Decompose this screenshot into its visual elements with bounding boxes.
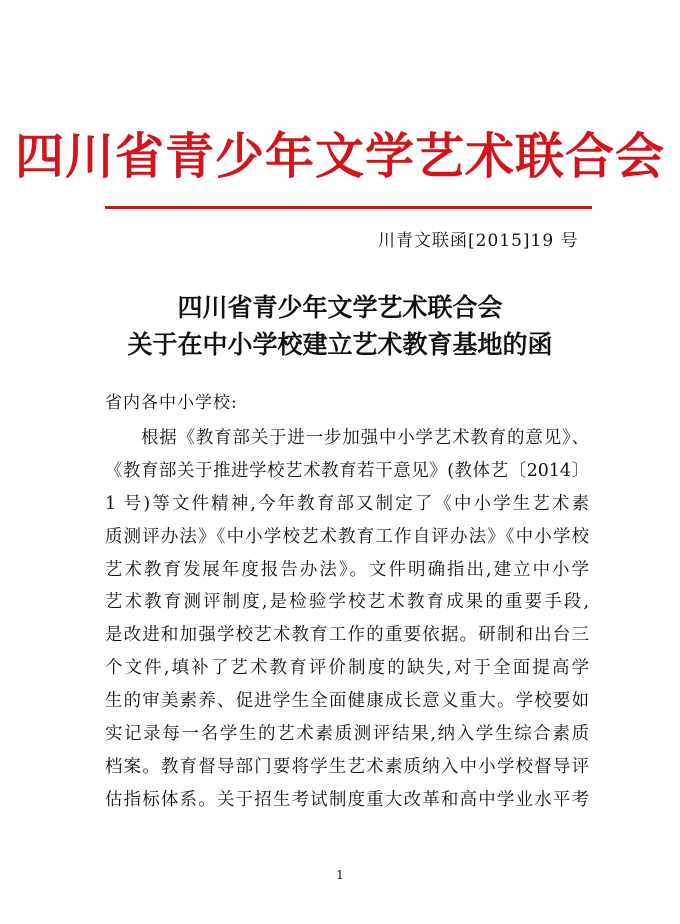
body-line: 档案。教育督导部门要将学生艺术素质纳入中小学校督导评	[105, 756, 589, 777]
letter-title-line-2: 关于在中小学校建立艺术教育基地的函	[127, 330, 553, 359]
body-line: 艺术教育发展年度报告办法》。文件明确指出,建立中小学	[105, 559, 589, 580]
page-number: 1	[336, 868, 344, 882]
salutation: 省内各中小学校:	[105, 393, 238, 413]
letterhead-red-rule	[105, 206, 592, 209]
body-line: 根据《教育部关于进一步加强中小学艺术教育的意见》、	[141, 428, 589, 448]
body-line: 估指标体系。关于招生考试制度重大改革和高中学业水平考	[105, 789, 589, 810]
body-line: 个文件,填补了艺术教育评价制度的缺失,对于全面提高学	[105, 658, 589, 679]
letter-body	[105, 422, 589, 817]
body-line: 质测评办法》《中小学校艺术教育工作自评办法》《中小学校	[105, 526, 589, 547]
body-line: 1 号)等文件精神,今年教育部又制定了《中小学生艺术素	[105, 493, 589, 514]
body-line: 《教育部关于推进学校艺术教育若干意见》(教体艺〔2014〕	[105, 460, 589, 481]
document-number: 川青文联函[2015]19 号	[378, 231, 579, 251]
letterhead-title: 四川省青少年文学艺术联合会	[14, 127, 665, 185]
body-line: 生的审美素养、促进学生全面健康成长意义重大。学校要如	[105, 691, 589, 712]
body-line: 是改进和加强学校艺术教育工作的重要依据。研制和出台三	[105, 625, 589, 646]
body-line: 实记录每一名学生的艺术素质测评结果,纳入学生综合素质	[105, 724, 589, 745]
letter-title-line-1: 四川省青少年文学艺术联合会	[177, 293, 503, 322]
body-line: 艺术教育测评制度,是检验学校艺术教育成果的重要手段,	[105, 592, 589, 613]
